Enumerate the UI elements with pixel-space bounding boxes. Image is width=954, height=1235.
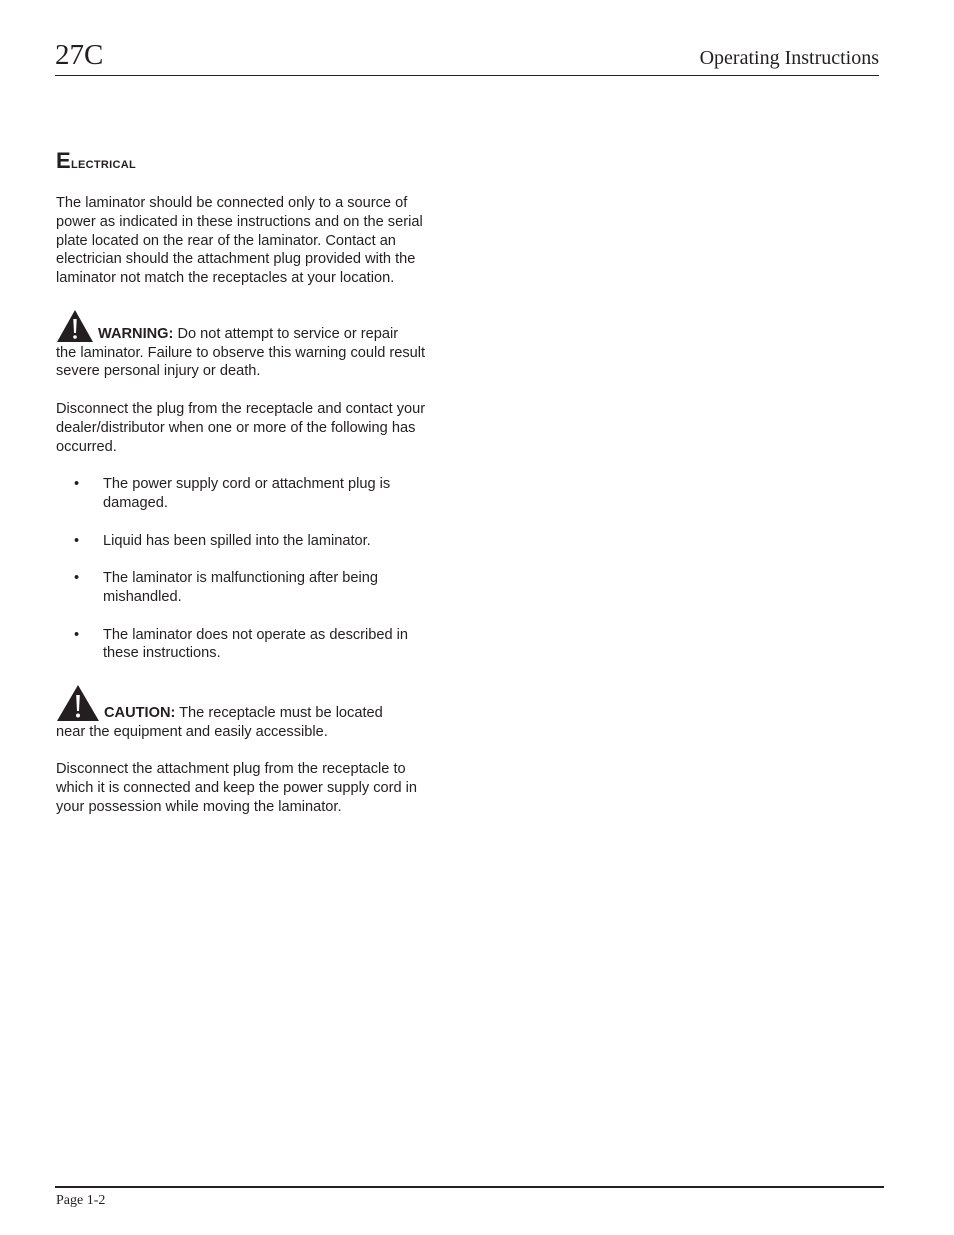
model-name: 27C	[55, 39, 104, 71]
list-item-text: The power supply cord or attachment plug is damaged.	[103, 476, 391, 511]
warning-label: WARNING:	[98, 325, 174, 342]
list-item	[56, 569, 436, 607]
list-item	[56, 475, 436, 513]
list-item-text: Liquid has been spilled into the laminator.	[103, 532, 371, 549]
section-heading-initial: E	[56, 148, 71, 173]
caution-text-first: The receptacle must be located	[175, 704, 383, 721]
condition-list	[56, 475, 436, 663]
bullet-symbol: •	[74, 532, 80, 549]
page-number: Page 1-2	[56, 1193, 106, 1208]
bullet-symbol: •	[74, 476, 80, 493]
list-item	[56, 532, 436, 551]
caution-notice	[56, 682, 436, 742]
caution-paragraph	[56, 682, 436, 742]
warning-text-first: Do not attempt to service or repair	[173, 325, 399, 342]
disconnect-intro-paragraph: Disconnect the plug from the receptacle and contact your dealer/distributor when one or more of the following has occurred.	[56, 400, 426, 455]
caution-text-rest: near the equipment and easily accessible.	[56, 723, 328, 740]
running-header-title: Operating Instructions	[699, 47, 879, 69]
caution-icon-wrap	[56, 682, 100, 720]
intro-paragraph: The laminator should be connected only to a source of power as indicated in these instructions and on the serial plate located on the rear of the laminator. Contact an electrician should the attachment plug provided with the laminator not match the receptacles at your location.	[56, 195, 423, 287]
list-item	[56, 626, 436, 664]
caution-label: CAUTION:	[104, 704, 176, 721]
warning-paragraph	[56, 307, 436, 381]
warning-triangle-icon	[56, 684, 100, 722]
bullet-symbol: •	[74, 570, 80, 587]
content-column	[56, 146, 436, 836]
list-item-text: The laminator does not operate as described in these instructions.	[103, 626, 409, 662]
warning-notice	[56, 307, 436, 381]
section-heading	[56, 146, 436, 176]
warning-icon-wrap	[56, 307, 94, 341]
section-heading-rest: lectrical	[70, 155, 137, 172]
warning-triangle-icon	[56, 309, 94, 343]
list-item-text: The laminator is malfunctioning after being mishandled.	[103, 570, 378, 605]
closing-paragraph: Disconnect the attachment plug from the receptacle to which it is connected and keep the power supply cord in your possession while moving the laminator.	[56, 761, 418, 815]
warning-text-rest: the laminator. Failure to observe this warning could result severe personal injury or death.	[56, 344, 426, 380]
header-rule	[55, 75, 879, 76]
bullet-symbol: •	[74, 626, 80, 643]
footer-rule	[55, 1186, 884, 1188]
